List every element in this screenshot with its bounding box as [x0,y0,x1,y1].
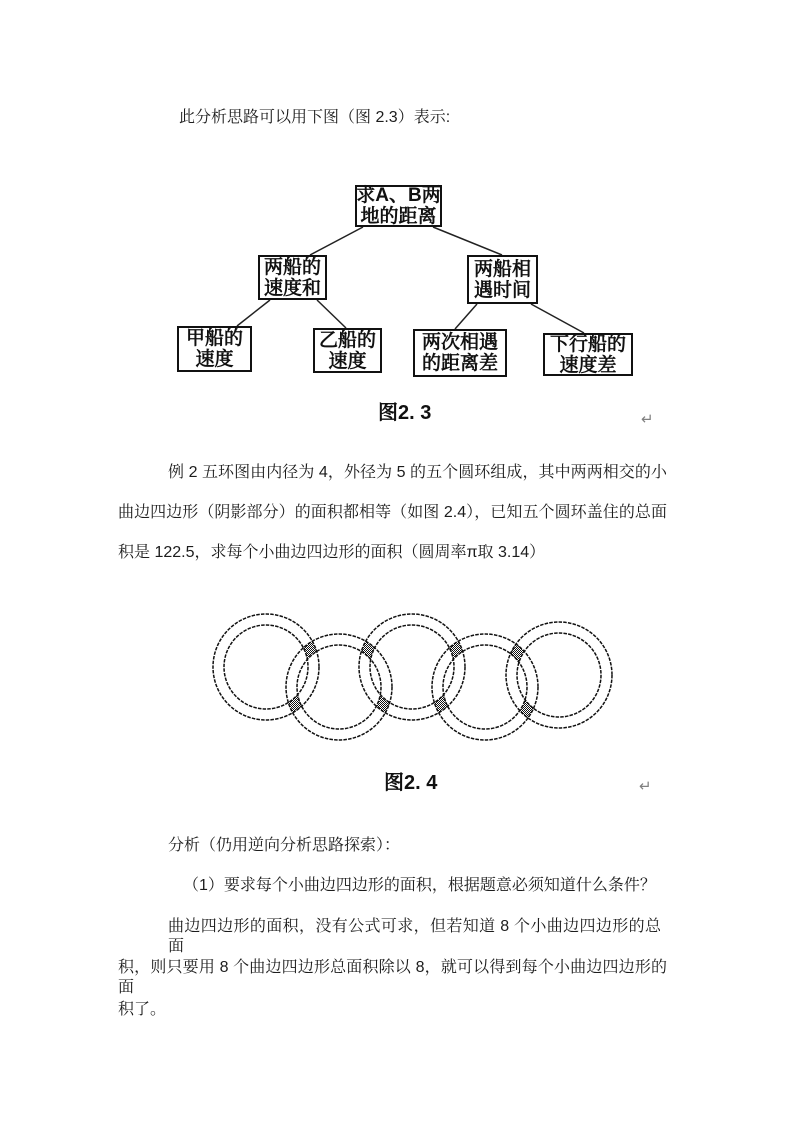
tree-node-boat-a-line1: 甲船的 [185,328,243,349]
ring-2-outer-circle [286,634,392,740]
example-paragraph-line1: 例 2 五环图由内径为 4，外径为 5 的五个圆环组成，其中两两相交的小 [168,464,667,481]
analysis-line3: 曲边四边形的面积，没有公式可求，但若知道 8 个小曲边四边形的总面 [168,918,661,955]
tree-node-distance-diff [413,329,507,377]
figure-2-3-caption: 图2. 3 [378,402,432,424]
analysis-line5: 积了。 [118,1001,167,1018]
tree-node-speed-sum [258,255,327,300]
tree-node-distance-diff-line2: 的距离差 [421,353,498,374]
paragraph-mark-icon: ↵ [639,777,652,795]
figure-2-4-caption: 图2. 4 [384,772,438,794]
tree-node-speed-sum-line2: 速度和 [263,277,321,299]
tree-node-boat-a-line2: 速度 [195,349,234,370]
tree-node-downstream-diff [543,333,633,376]
analysis-line2: （1）要求每个小曲边四边形的面积，根据题意必须知道什么条件？ [183,877,656,894]
ring-1-outer-circle [213,614,319,720]
ring-1-inner-circle [224,625,308,709]
tree-node-root [355,185,442,227]
tree-node-downstream-diff-line1: 下行船的 [549,333,626,355]
example-paragraph-line2: 曲边四边形（阴影部分）的面积都相等（如图 2.4），已知五个圆环盖住的总面 [118,504,667,521]
paragraph-mark-icon: ↵ [641,410,654,428]
ring-5-outer-circle [506,622,612,728]
figure-2-4 [205,597,625,757]
tree-node-downstream-diff-line2: 速度差 [559,354,617,376]
ring-2-inner-circle [297,645,381,729]
tree-node-meet-time-line1: 两船相 [473,258,531,280]
olympic-rings-figure [205,597,625,757]
intro-text: 此分析思路可以用下图（图 2.3）表示: [179,109,451,126]
ring-3-inner-circle [370,625,454,709]
ring-3-outer-circle [359,614,465,720]
ring-4-inner-circle [443,645,527,729]
tree-node-boat-b-line1: 乙船的 [318,329,376,351]
tree-node-boat-b-line2: 速度 [328,350,367,372]
example-paragraph-line3: 积是 122.5，求每个小曲边四边形的面积（圆周率π取 3.14） [118,544,546,561]
tree-node-boat-b-speed [313,328,382,373]
ring-5-inner-circle [517,633,601,717]
figure-2-3 [150,178,660,438]
tree-node-root-line1: 求A、B两 [356,185,441,206]
analysis-line4: 积，则只要用 8 个曲边四边形总面积除以 8，就可以得到每个小曲边四边形的面 [118,959,667,996]
tree-node-speed-sum-line1: 两船的 [263,256,321,278]
analysis-line1: 分析（仍用逆向分析思路探索）： [168,837,401,854]
tree-node-root-line2: 地的距离 [360,206,437,227]
tree-node-boat-a-speed [177,326,252,372]
tree-node-meet-time [467,255,538,304]
tree-node-meet-time-line2: 遇时间 [473,279,531,301]
tree-node-distance-diff-line1: 两次相遇 [421,332,498,353]
